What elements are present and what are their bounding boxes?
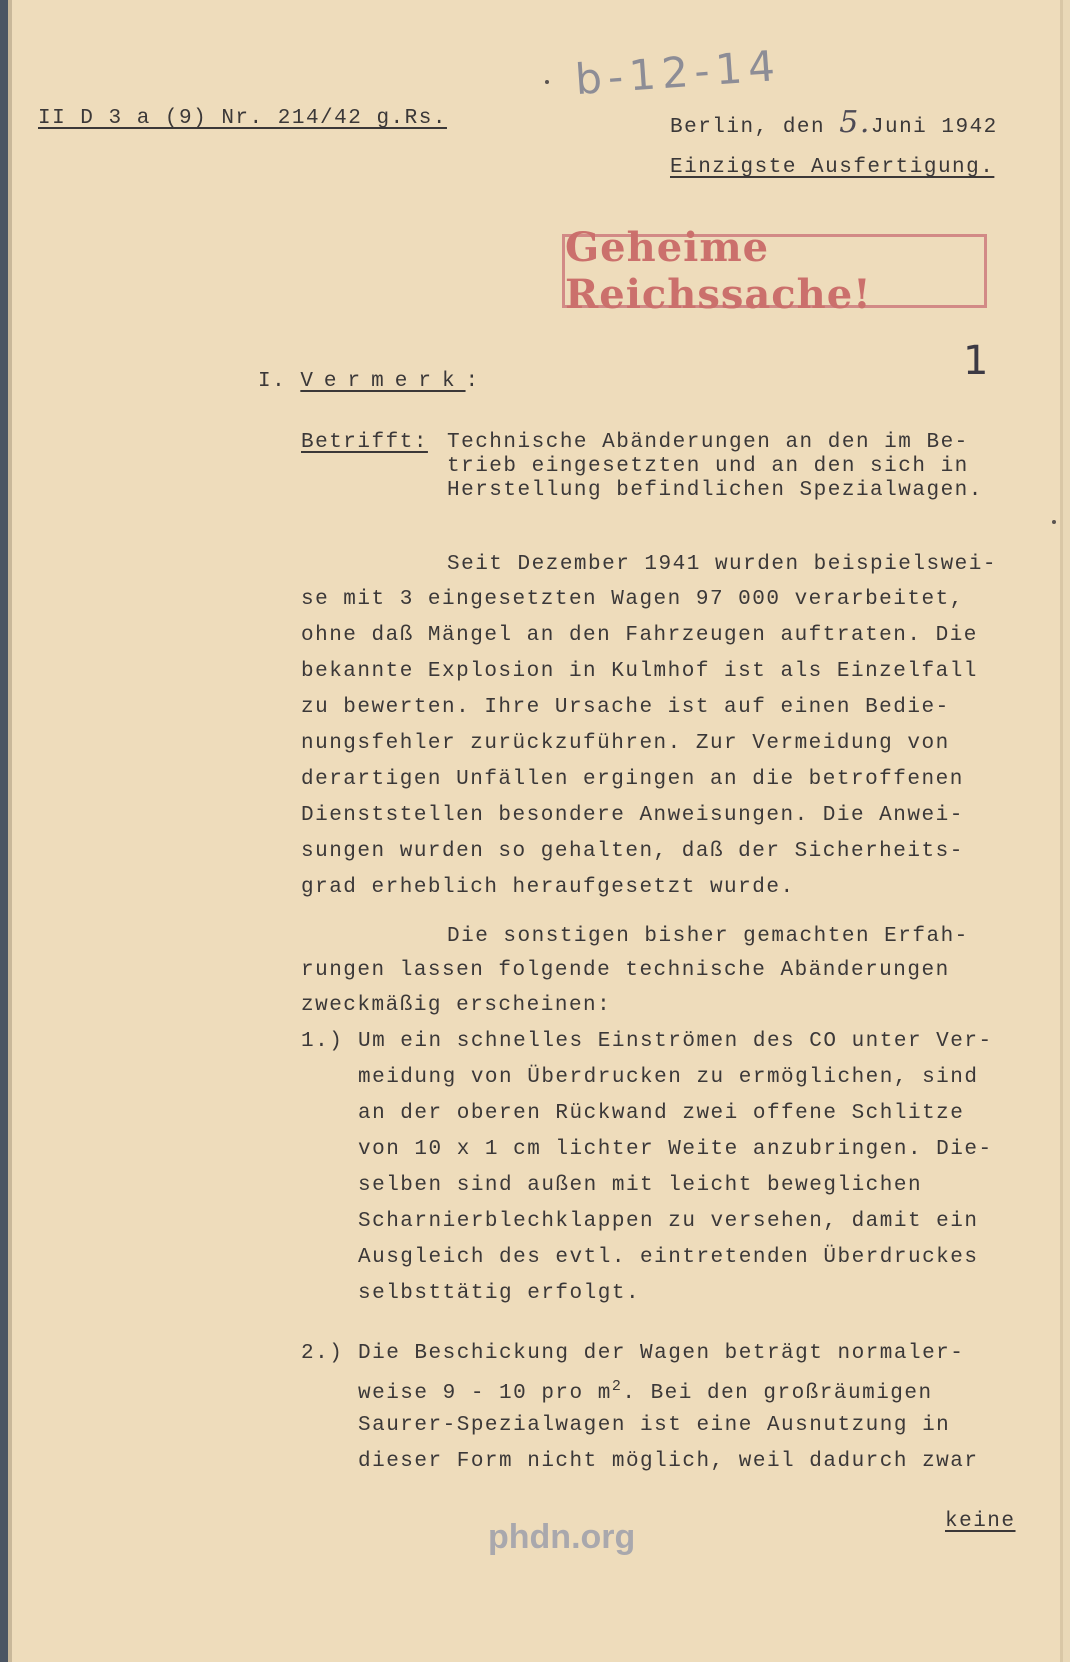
memo-heading	[258, 371, 480, 392]
item-line: Scharnierblechklappen zu versehen, damit ein	[358, 1210, 979, 1233]
paper-speck	[1052, 520, 1056, 524]
body-line: zu bewerten. Ihre Ursache ist auf einen Bedie-	[301, 696, 950, 719]
body-line: sungen wurden so gehalten, daß der Sicherheits-	[301, 840, 964, 863]
superscript: 2	[611, 1378, 623, 1395]
body-line: grad erheblich heraufgesetzt wurde.	[301, 876, 795, 899]
item-line: Um ein schnelles Einströmen des CO unter Ver-	[358, 1030, 993, 1053]
item-number: 2.)	[301, 1342, 344, 1365]
paper-speck	[545, 80, 549, 84]
subject-label: Betrifft:	[301, 431, 428, 454]
item-line: Die Beschickung der Wagen beträgt normaler-	[358, 1342, 965, 1365]
item-number: 1.)	[301, 1030, 344, 1053]
item-line	[358, 1379, 933, 1404]
body-line: Dienststellen besondere Anweisungen. Die Anwei-	[301, 804, 964, 827]
body-line: nungsfehler zurückzuführen. Zur Vermeidung von	[301, 732, 950, 755]
date-prefix: Berlin, den	[670, 116, 840, 139]
item-line: Ausgleich des evtl. eintretenden Überdruckes	[358, 1246, 979, 1269]
page-number: 1	[963, 338, 989, 384]
catchword: keine	[945, 1510, 1016, 1533]
item-line: selbsttätig erfolgt.	[358, 1282, 641, 1305]
item-line-tail: . Bei den großräumigen	[622, 1382, 933, 1405]
file-reference: II D 3 a (9) Nr. 214/42 g.Rs.	[38, 107, 447, 130]
date-day: 5.	[839, 105, 871, 140]
secret-stamp: Geheime Reichssache!	[562, 234, 987, 308]
body-line: rungen lassen folgende technische Abänderungen	[301, 959, 950, 982]
item-line: Saurer-Spezialwagen ist eine Ausnutzung in	[358, 1414, 951, 1437]
body-line: Die sonstigen bisher gemachten Erfah-	[447, 925, 969, 948]
pencil-annotation: b-12-14	[573, 40, 783, 105]
binding-strip	[0, 0, 8, 1662]
subject-line: Technische Abänderungen an den im Be-	[447, 431, 969, 454]
subject-line: Herstellung befindlichen Spezialwagen.	[447, 479, 983, 502]
item-line: dieser Form nicht möglich, weil dadurch zwar	[358, 1450, 979, 1473]
date-line	[670, 105, 998, 140]
body-line: Seit Dezember 1941 wurden beispielswei-	[447, 553, 997, 576]
item-line: an der oberen Rückwand zwei offene Schlitze	[358, 1102, 965, 1125]
date-suffix: Juni 1942	[870, 116, 998, 139]
body-line: derartigen Unfällen ergingen an die betroffenen	[301, 768, 964, 791]
item-line: meidung von Überdrucken zu ermöglichen, sind	[358, 1066, 979, 1089]
binding-edge	[8, 0, 12, 1662]
subject-line: trieb eingesetzten und an den sich in	[447, 455, 969, 478]
body-line: zweckmäßig erscheinen:	[301, 994, 612, 1017]
memo-colon: :	[465, 370, 480, 393]
memo-title: Vermerk	[300, 370, 466, 393]
item-line: von 10 x 1 cm lichter Weite anzubringen. Die-	[358, 1138, 993, 1161]
copy-note: Einzigste Ausfertigung.	[670, 156, 995, 179]
item-line: selben sind außen mit leicht beweglichen	[358, 1174, 923, 1197]
item-line-text: weise 9 - 10 pro m	[358, 1382, 612, 1405]
body-line: bekannte Explosion in Kulmhof ist als Einzelfall	[301, 660, 978, 683]
memo-numeral: I.	[258, 370, 287, 393]
watermark: phdn.org	[488, 1518, 636, 1556]
body-line: ohne daß Mängel an den Fahrzeugen auftraten. Die	[301, 624, 978, 647]
body-line: se mit 3 eingesetzten Wagen 97 000 verarbeitet,	[301, 588, 964, 611]
